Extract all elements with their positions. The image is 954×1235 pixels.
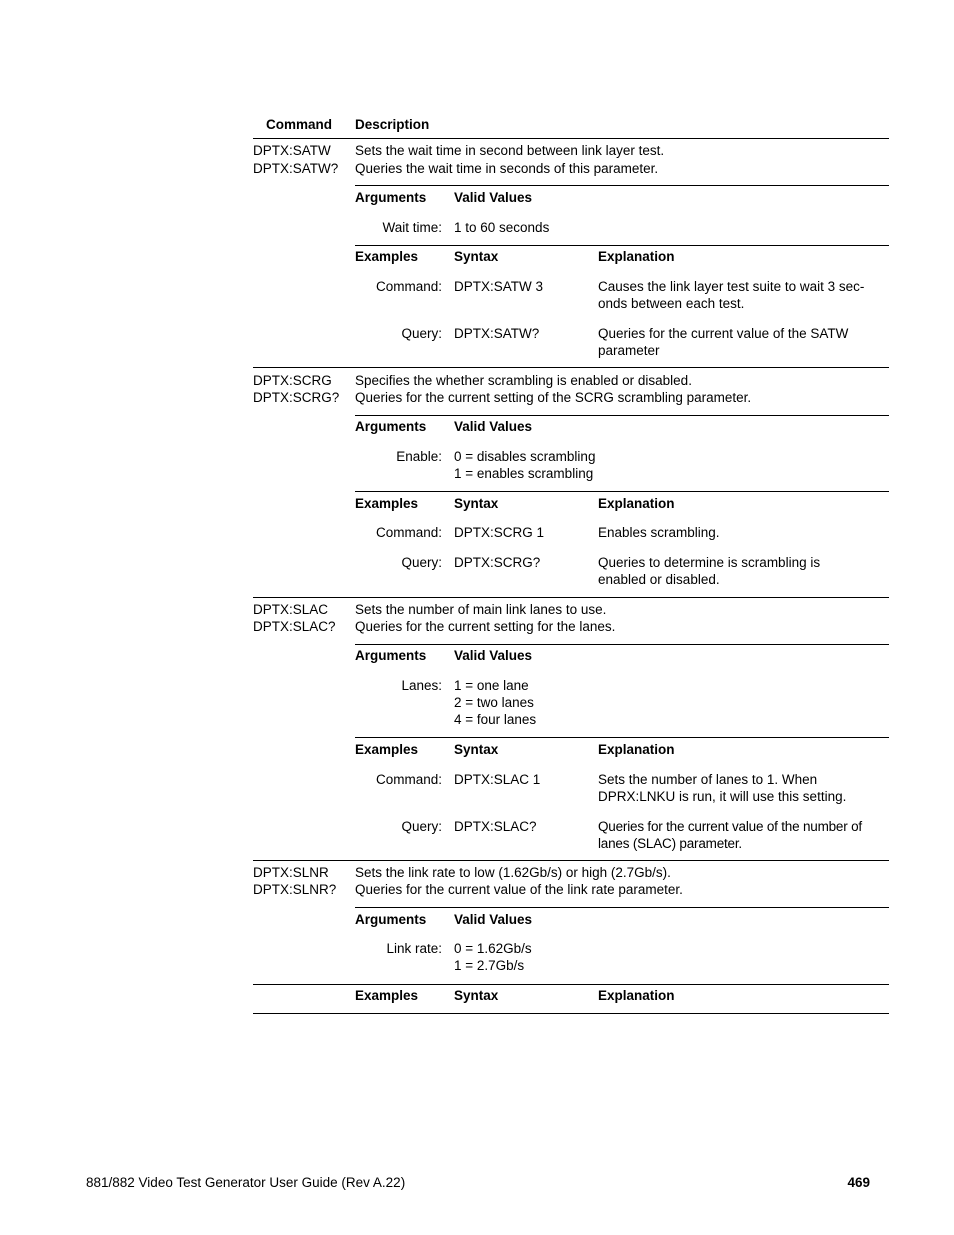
example-command-syntax: DPTX:SCRG 1 (454, 525, 545, 540)
footer-title: 881/882 Video Test Generator User Guide (Rev A.22) (86, 1175, 406, 1190)
example-command-label: Command: (375, 525, 442, 540)
section-rule (253, 984, 889, 985)
section-rule (355, 185, 889, 186)
page-number: 469 (847, 1175, 870, 1190)
argument-values: 0 = 1.62Gb/s 1 = 2.7Gb/s (454, 941, 532, 973)
query-description: Queries for the current setting for the lanes. (355, 619, 616, 634)
syntax-heading: Syntax (454, 988, 499, 1003)
examples-heading: Examples (355, 249, 419, 264)
argument-name: Lanes: (401, 678, 442, 693)
command-query-name: DPTX:SLAC? (253, 619, 336, 634)
section-rule (355, 907, 889, 908)
example-command-label: Command: (375, 772, 442, 787)
command-description: Sets the wait time in second between link layer test. (355, 143, 665, 158)
section-rule (355, 737, 889, 738)
explanation-heading: Explanation (598, 988, 675, 1003)
section-rule (355, 644, 889, 645)
query-description: Queries the wait time in seconds of this parameter. (355, 161, 659, 176)
section-rule (355, 245, 889, 246)
example-query-label: Query: (401, 326, 442, 341)
command-description: Sets the number of main link lanes to use. (355, 602, 607, 617)
example-query-label: Query: (401, 555, 442, 570)
syntax-heading: Syntax (454, 249, 499, 264)
header-rule (253, 138, 889, 139)
argument-values: 1 to 60 seconds (454, 220, 550, 235)
entry-divider (253, 860, 889, 861)
explanation-heading: Explanation (598, 496, 675, 511)
example-query-syntax: DPTX:SLAC? (454, 819, 537, 834)
valid-values-heading: Valid Values (454, 648, 533, 663)
valid-values-heading: Valid Values (454, 912, 533, 927)
argument-values: 0 = disables scrambling 1 = enables scrambling (454, 449, 596, 481)
examples-heading: Examples (355, 988, 419, 1003)
command-query-name: DPTX:SLNR? (253, 882, 337, 897)
example-command-syntax: DPTX:SLAC 1 (454, 772, 541, 787)
entry-divider (253, 597, 889, 598)
example-query-explanation: Queries for the current value of the number of lanes (SLAC) parameter. (598, 819, 862, 851)
section-rule (355, 415, 889, 416)
command-description: Specifies the whether scrambling is enabled or disabled. (355, 373, 692, 388)
example-command-explanation: Causes the link layer test suite to wait 3 sec- onds between each test. (598, 279, 865, 311)
example-query-label: Query: (401, 819, 442, 834)
example-command-syntax: DPTX:SATW 3 (454, 279, 544, 294)
arguments-heading: Arguments (355, 190, 427, 205)
command-query-name: DPTX:SATW? (253, 161, 339, 176)
explanation-heading: Explanation (598, 742, 675, 757)
syntax-heading: Syntax (454, 742, 499, 757)
entry-divider (253, 367, 889, 368)
command-description: Sets the link rate to low (1.62Gb/s) or high (2.7Gb/s). (355, 865, 671, 880)
syntax-heading: Syntax (454, 496, 499, 511)
query-description: Queries for the current value of the link rate parameter. (355, 882, 683, 897)
argument-name: Enable: (396, 449, 442, 464)
examples-heading: Examples (355, 496, 419, 511)
arguments-heading: Arguments (355, 912, 427, 927)
command-name: DPTX:SCRG (253, 373, 332, 388)
table-bottom-rule (253, 1013, 889, 1014)
example-command-explanation: Sets the number of lanes to 1. When DPRX:LNKU is run, it will use this setting. (598, 772, 847, 804)
example-command-explanation: Enables scrambling. (598, 525, 720, 540)
example-query-syntax: DPTX:SCRG? (454, 555, 541, 570)
example-command-label: Command: (375, 279, 442, 294)
section-rule (355, 491, 889, 492)
command-query-name: DPTX:SCRG? (253, 390, 340, 405)
valid-values-heading: Valid Values (454, 419, 533, 434)
argument-name: Wait time: (382, 220, 442, 235)
command-name: DPTX:SLNR (253, 865, 329, 880)
example-query-explanation: Queries to determine is scrambling is enabled or disabled. (598, 555, 821, 587)
command-name: DPTX:SLAC (253, 602, 329, 617)
example-query-explanation: Queries for the current value of the SATW parameter (598, 326, 849, 358)
column-header-command: Command (266, 117, 333, 132)
valid-values-heading: Valid Values (454, 190, 533, 205)
examples-heading: Examples (355, 742, 419, 757)
argument-values: 1 = one lane 2 = two lanes 4 = four lanes (454, 678, 537, 727)
column-header-description: Description (355, 117, 430, 132)
explanation-heading: Explanation (598, 249, 675, 264)
query-description: Queries for the current setting of the SCRG scrambling parameter. (355, 390, 752, 405)
argument-name: Link rate: (386, 941, 442, 956)
arguments-heading: Arguments (355, 648, 427, 663)
example-query-syntax: DPTX:SATW? (454, 326, 540, 341)
command-name: DPTX:SATW (253, 143, 331, 158)
arguments-heading: Arguments (355, 419, 427, 434)
